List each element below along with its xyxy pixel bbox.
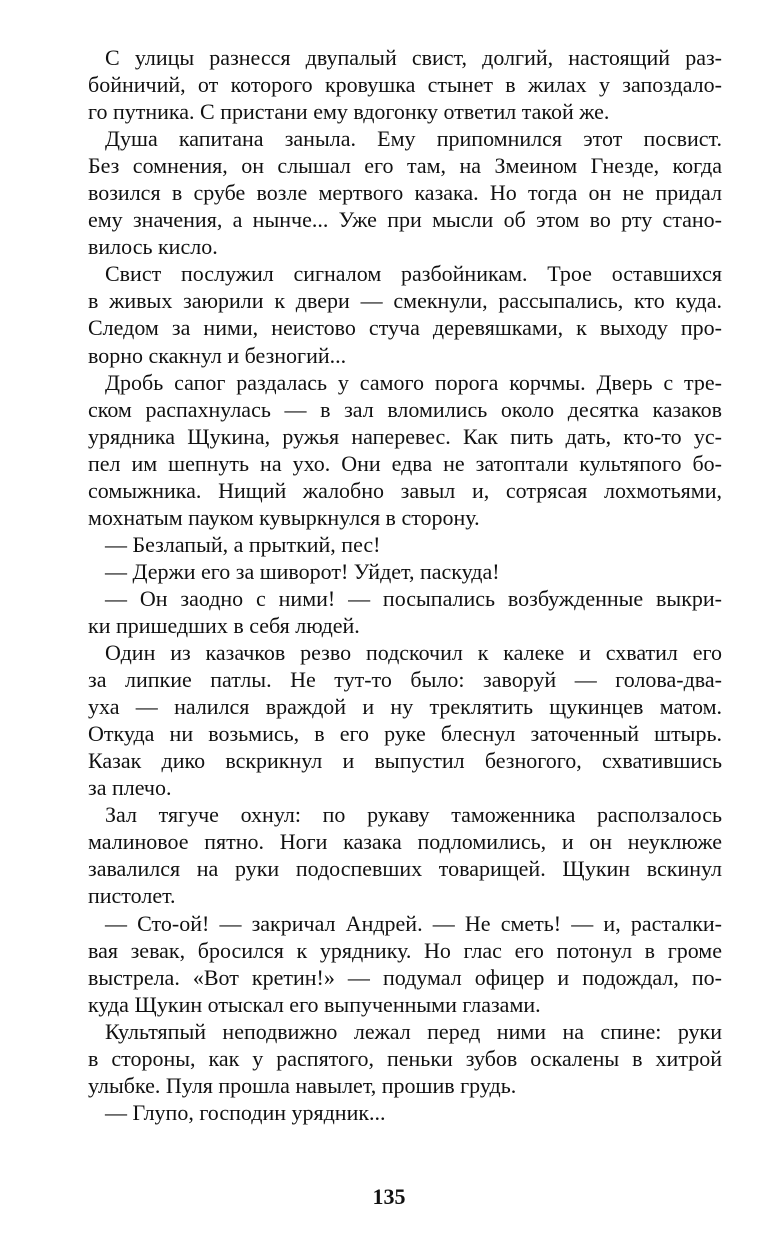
text-line: выстрела. «Вот кретин!» — подумал офицер и подождал, по- bbox=[88, 964, 722, 990]
book-page-text bbox=[88, 44, 722, 1126]
text-line: в живых заюрили к двери — смекнули, рассыпались, кто куда. bbox=[88, 288, 722, 314]
paragraph bbox=[88, 639, 722, 801]
paragraph bbox=[88, 1018, 722, 1099]
text-line: малиновое пятно. Ноги казака подломились, и он неуклюже bbox=[88, 829, 722, 855]
text-line: урядника Щукина, ружья наперевес. Как пить дать, кто-то ус- bbox=[88, 423, 722, 449]
paragraph bbox=[88, 44, 722, 125]
text-line: пистолет. bbox=[88, 883, 176, 909]
text-line: Казак дико вскрикнул и выпустил безногого, схватившись bbox=[88, 748, 722, 774]
text-line: сомыжника. Нищий жалобно завыл и, сотрясая лохмотьями, bbox=[88, 477, 722, 503]
page-number: 135 bbox=[372, 1184, 406, 1209]
text-line: Следом за ними, неистово стуча деревяшками, к выходу про- bbox=[88, 315, 722, 341]
paragraph bbox=[88, 1099, 722, 1126]
text-line: уха — налился враждой и ну треклятить щукинцев матом. bbox=[88, 694, 722, 720]
text-line: ему значения, а нынче... Уже при мысли об этом во рту стано- bbox=[88, 207, 722, 233]
text-line: Зал тягуче охнул: по рукаву таможенника расползалось bbox=[105, 802, 722, 828]
text-line: Откуда ни возьмись, в его руке блеснул заточенный штырь. bbox=[88, 721, 722, 747]
text-line: за плечо. bbox=[88, 775, 172, 801]
text-line: Свист послужил сигналом разбойникам. Трое оставшихся bbox=[105, 261, 722, 287]
text-line: — Сто-ой! — закричал Андрей. — Не сметь! — и, расталки- bbox=[105, 910, 722, 936]
text-line: ворно скакнул и безногий... bbox=[88, 342, 347, 368]
paragraph bbox=[88, 260, 722, 368]
text-line: завалился на руки подоспевших товарищей. Щукин вскинул bbox=[88, 856, 722, 882]
text-line: улыбке. Пуля прошла навылет, прошив грудь. bbox=[88, 1072, 517, 1098]
text-line: Культяпый неподвижно лежал перед ними на спине: руки bbox=[105, 1018, 722, 1044]
text-line: пел им шепнуть на ухо. Они едва не затоптали культяпого бо- bbox=[88, 450, 722, 476]
paragraph bbox=[88, 801, 722, 909]
text-line: го путника. С пристани ему вдогонку ответил такой же. bbox=[88, 99, 610, 125]
text-line: Душа капитана заныла. Ему припомнился этот посвист. bbox=[105, 126, 722, 152]
text-line: бойничий, от которого кровушка стынет в жилах у запоздало- bbox=[88, 72, 722, 98]
text-line: ском распахнулась — в зал вломились около десятка казаков bbox=[88, 396, 722, 422]
text-line: Без сомнения, он слышал его там, на Змеином Гнезде, когда bbox=[88, 153, 722, 179]
text-line: возился в срубе возле мертвого казака. Но тогда он не придал bbox=[88, 180, 722, 206]
text-line: вилось кисло. bbox=[88, 234, 218, 260]
paragraph bbox=[88, 558, 722, 585]
text-line: — Безлапый, а прыткий, пес! bbox=[105, 531, 381, 557]
text-line: вая зевак, бросился к уряднику. Но глас его потонул в громе bbox=[88, 937, 722, 963]
text-line: — Глупо, господин урядник... bbox=[105, 1099, 386, 1125]
text-line: — Держи его за шиворот! Уйдет, паскуда! bbox=[105, 558, 500, 584]
text-line: Дробь сапог раздалась у самого порога корчмы. Дверь с тре- bbox=[105, 369, 722, 395]
text-line: — Он заодно с ними! — посыпались возбужденные выкри- bbox=[105, 585, 722, 611]
paragraph bbox=[88, 125, 722, 260]
text-line: Один из казачков резво подскочил к калеке и схватил его bbox=[105, 640, 722, 666]
paragraph bbox=[88, 585, 722, 639]
text-line: ки пришедших в себя людей. bbox=[88, 612, 360, 638]
paragraph bbox=[88, 910, 722, 1018]
text-line: куда Щукин отыскал его выпученными глазами. bbox=[88, 991, 541, 1017]
text-line: С улицы разнесся двупалый свист, долгий, настоящий раз- bbox=[105, 45, 722, 70]
paragraph bbox=[88, 531, 722, 558]
text-line: в стороны, как у распятого, пеньки зубов оскалены в хитрой bbox=[88, 1045, 722, 1071]
text-line: за липкие патлы. Не тут-то было: заворуй — голова-два- bbox=[88, 667, 722, 693]
paragraph bbox=[88, 369, 722, 531]
text-line: мохнатым пауком кувыркнулся в сторону. bbox=[88, 504, 480, 530]
